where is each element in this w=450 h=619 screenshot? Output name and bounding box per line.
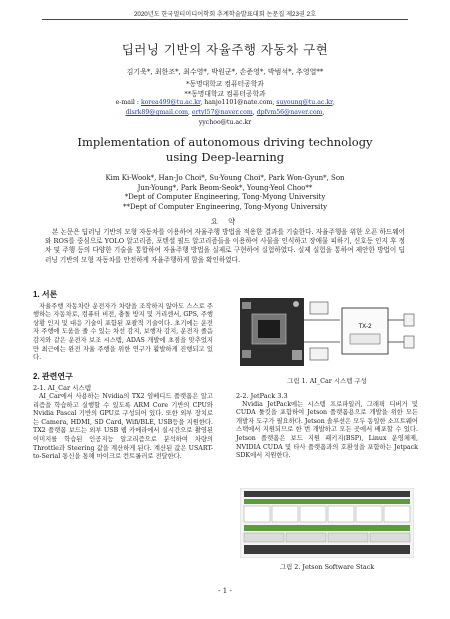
- email-line-1: e-mail : korea499@tu.ac.kr, hanjo1101@nate.com, suyoung@tu.ac.kr,: [115, 99, 335, 106]
- email-link-6[interactable]: dpfvm56@naver.com: [256, 109, 323, 116]
- stack-top-bar: [244, 491, 410, 497]
- figure-2-jetson-software-stack: [240, 488, 414, 558]
- authors-english-line-1: Kim Ki-Wook*, Han-Jo Choi*, Su-Young Choi*, Park Won-Gyun*, Son: [105, 174, 345, 182]
- board-component: [293, 301, 299, 307]
- email-label: e-mail :: [115, 99, 141, 106]
- stack-module: [384, 506, 410, 522]
- email-link-4[interactable]: dlsrk89@gmail.com: [125, 109, 188, 116]
- abstract-heading: 요 약: [210, 217, 240, 226]
- page-number: - 1 -: [218, 587, 232, 595]
- affiliation-english-1: *Dept of Computer Engineering, Tong-Myong University: [124, 193, 326, 202]
- stack-module: [300, 506, 326, 522]
- board-port: [292, 350, 302, 360]
- affiliation-2-korean: **동명대학교 컴퓨터공학과: [184, 90, 266, 98]
- authors-english: [0, 174, 450, 212]
- email-line-3: [0, 118, 450, 128]
- stack-green-bar: [244, 499, 410, 504]
- tx2-heatsink: [258, 320, 280, 338]
- email-text-7: yychoo@tu.ac.kr: [198, 119, 252, 126]
- authors-korean: 김기욱*, 최한조*, 최수영*, 박원군*, 손준영*, 박범석*, 추영열**: [126, 68, 324, 76]
- servo-block: [404, 336, 414, 348]
- stack-base-bar: [244, 545, 410, 554]
- subsection-2-2-text: Nvidia JetPack에는 시스템 프로파일러, 그래픽 디버거 및 CUDA 툴킷을 포함하여 Jetson 플랫폼용으로 개발을 위한 모든 개발자 도구가 필요하다. Jetson 솔루션은 모두 동일한 소프트웨어 스택에서 지원되므로 한 번 개발하고 모든 곳에서 배포할 수 있다. Jetson 플랫폼은 보드 지원 패키지(BSP), Linux 운영체제, NVIDIA CUDA 및 타사 플랫폼과의 호환성을 포함하는 Jetpack SDK에서 지원한다.: [236, 400, 418, 460]
- stack-module: [328, 506, 354, 522]
- section-1-text: 자율주행 자동차란 운전자가 차량을 조작하지 않아도 스스로 주행하는 자동차로, 컴퓨터 비전, 충돌 방지 및 거리센서, GPS, 주행상황 인지 및 대응 기술이 포함된 포괄적 기술이다. 초기에는 운전자 주행에 도움을 줄 수 있는 차선 감지, 보행자 감지, 운전자 졸음 감지와 같은 운전자 보조 시스템, ADAS 개발에 초점을 맞추었지만 최근에는 완전 자율 주행을 위한 연구가 활발하게 진행되고 있다.: [33, 302, 213, 362]
- left-column: [33, 291, 213, 462]
- tx2-diagram-block: [342, 308, 388, 354]
- right-column: [236, 392, 418, 461]
- stack-layer-block: [370, 533, 410, 542]
- board-port: [242, 302, 251, 309]
- running-header: 2020년도 한국멀티미디어학회 추계학술발표대회 논문집 제23권 2호: [133, 11, 317, 18]
- figure-1-ai-car-system: [238, 290, 416, 372]
- tx2-label: TX-2: [358, 324, 372, 330]
- board-port: [242, 350, 251, 358]
- figure-1-caption: 그림 1. AI_Car 시스템 구성: [287, 377, 367, 385]
- figure-2-caption: 그림 2. Jetson Software Stack: [279, 563, 375, 571]
- motor-block: [404, 314, 414, 326]
- affiliation-1-korean: *동명대학교 컴퓨터공학과: [186, 80, 264, 88]
- stack-module: [244, 506, 270, 522]
- title-english-line-2: using Deep-learning: [165, 149, 285, 164]
- email-line-2: dlsrk89@gmail.com, ertyl57@naver.com, dpfvm56@naver.com,: [125, 109, 325, 116]
- stack-layer-block: [286, 533, 326, 542]
- subsection-2-1-text: AI_Car에서 사용하는 Nvidia의 TX2 임베디드 플랫폼은 알고리즘을 학습하고 실행할 수 있도록 ARM Core 기반의 CPU와 Nvidia Pascal 기반의 GPU로 구성되어 있다. 또한 외부 장치로는 Camera, HDMI, SD Card, Wifi/BLE, USB등을 지원한다. TX2 플랫폼 보드는 외부 USB 웹 카메라에서 실시간으로 촬영된 이미지를 학습된 인공지능 알고리즘으로 분석하여 차량의 Throttle과 Steering 값을 계산하게 된다. 계산된 값은 USART-to-Serial 통신을 통해 마이크로 컨트롤러로 전달한다.: [33, 392, 213, 461]
- stack-green-bar: [244, 525, 410, 531]
- title-english: [0, 135, 450, 164]
- authors-english-line-2: Jun-Young*, Park Beom-Seok*, Young-Yeol Choo**: [137, 183, 313, 192]
- controller-block: [310, 348, 328, 360]
- title-english-line-1: Implementation of autonomous driving technology: [77, 135, 373, 149]
- header-rule: [42, 19, 408, 20]
- stack-module: [272, 506, 298, 522]
- subsection-2-2-heading: 2-2. JetPack 3.3: [236, 392, 288, 400]
- tx2-diagram-inner: [350, 334, 380, 344]
- email-link-5[interactable]: ertyl57@naver.com: [191, 109, 253, 116]
- email-link-1[interactable]: korea499@tu.ac.kr: [140, 99, 201, 106]
- stack-module: [356, 506, 382, 522]
- subsection-2-1-heading: 2-1. AI_Car 시스템: [33, 384, 91, 393]
- section-2-heading: 2. 관련연구: [33, 371, 73, 381]
- section-1-heading: 1. 서론: [33, 290, 58, 299]
- stack-layer-block: [244, 533, 284, 542]
- title-korean: 딥러닝 기반의 자율주행 자동차 구현: [121, 42, 329, 57]
- stack-layer-block: [328, 533, 368, 542]
- camera-block: [310, 302, 328, 314]
- abstract-text: 본 논문은 딥러닝 기반의 모형 자동차를 이용하여 자율주행 방법을 적용한 결과를 기술한다. 자율주행을 위한 오픈 하드웨어와 ROS를 중심으로 YOLO 알고리즘, 포텐셜 필드 알고리즘들을 이용하여 사물을 인식하고 장애물 피하기, 신호등 인지 후 정차 및 주행 등의 다양한 기술을 통합하여 자율주행 방법을 실제로 구현하여 실험하였다. 실제 실험을 통하여 제안한 방법이 딥러닝 기반의 모형 자동차를 안전하게 자율주행하게 함을 확인하였다.: [45, 228, 405, 264]
- email-link-3[interactable]: suyoung@tu.ac.kr: [276, 99, 333, 106]
- affiliation-english-2: **Dept of Computer Engineering, Tong-Myong University: [122, 202, 328, 211]
- email-text-2: hanjo1101@nate.com: [204, 99, 273, 106]
